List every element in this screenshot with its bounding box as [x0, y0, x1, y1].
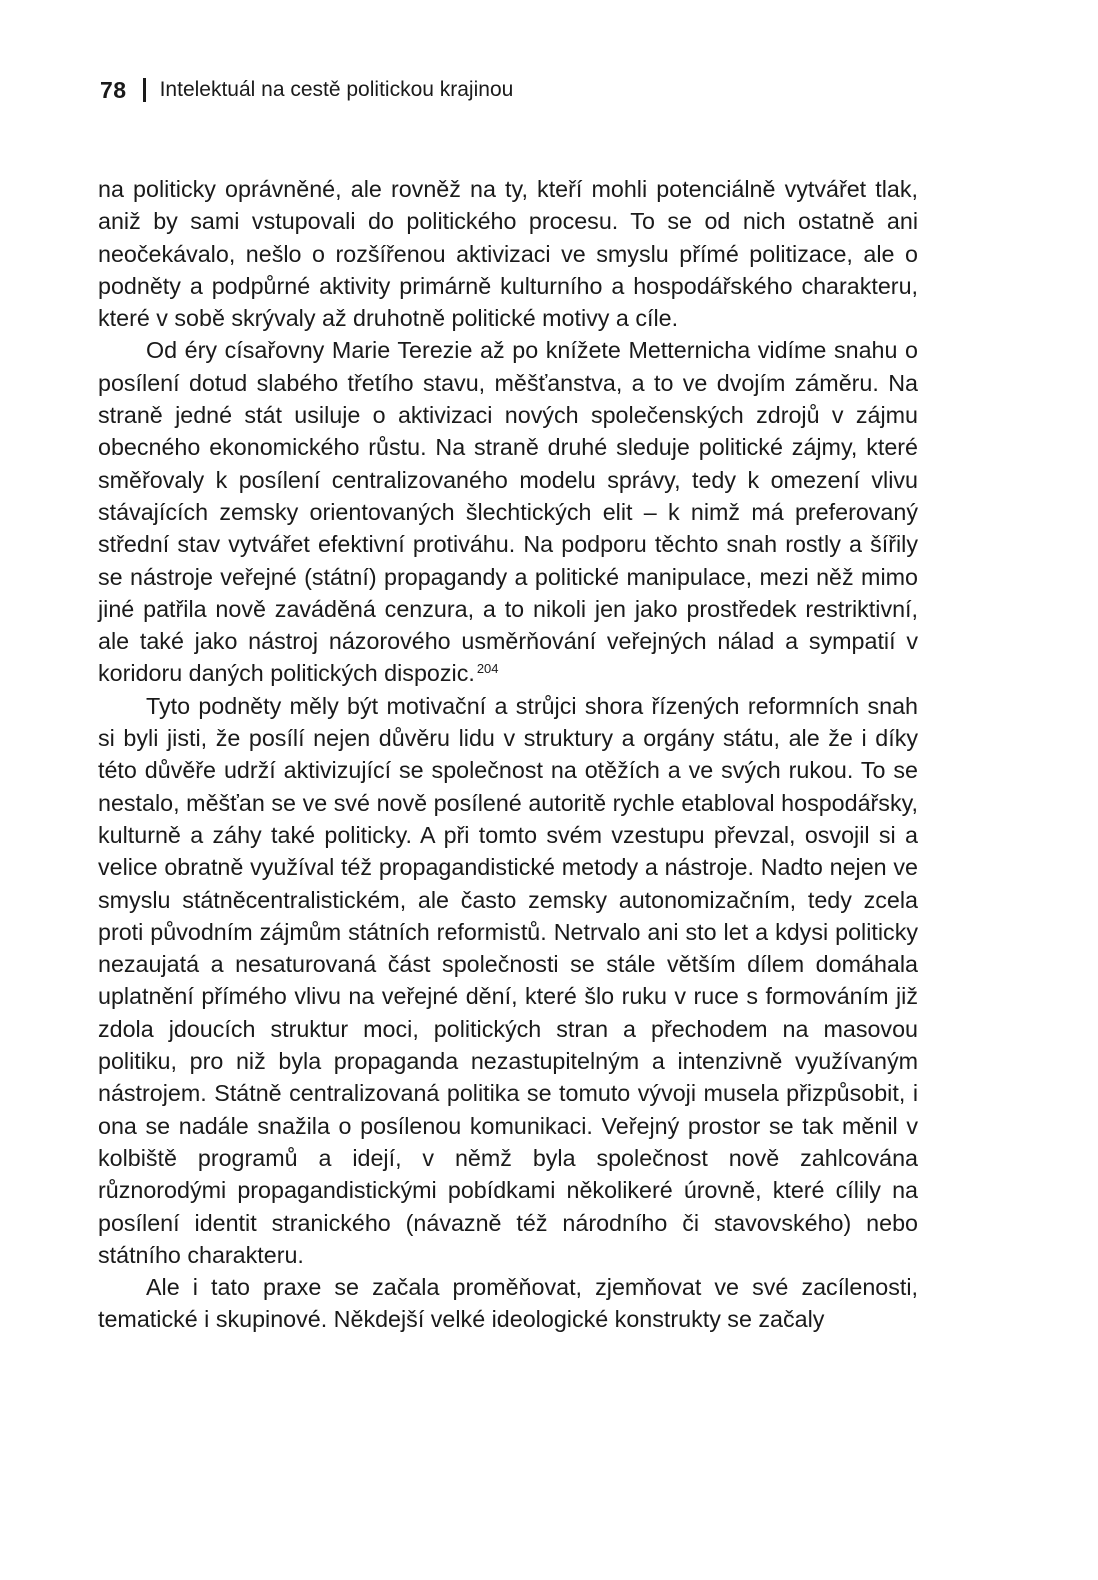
paragraph-text: Tyto podněty měly být motivační a strůjci shora řízených reformních snah si byli jisti, že posílí nejen důvěru lidu v struktury a orgány státu, ale že i díky této důvěře udrží aktivizující se společnost na otěžích a ve svých rukou. To se nestalo, měšťan se ve své nově posílené autoritě rychle etabloval hospodářsky, kulturně a záhy také politicky. A při tomto svém vzestupu převzal, osvojil si a velice obratně využíval též propagandistické metody a nástroje. Nadto nejen ve smyslu státněcentralistickém, ale často zemsky autonomizačním, tedy zcela proti původním zájmům státních reformistů. Netrvalo ani sto let a kdysi politicky nezaujatá a nesaturovaná část společnosti se stále větším dílem domáhala uplatnění přímého vlivu na veřejné dění, které šlo ruku v ruce s formováním již zdola jdoucích struktur moci, politických stran a přechodem na masovou politiku, pro niž byla propaganda nezastupitelným a intenzivně využívaným nástrojem. Státně centralizovaná politika se tomuto vývoji musela přizpůsobit, i ona se nadále snažila o posílenou komunikaci. Veřejný prostor se tak měnil v kolbiště programů a idejí, v němž byla společnost nově zahlcována různorodými propagandistickými pobídkami několikeré úrovně, které cílily na posílení identit stranického (návazně též národního či stavovského) nebo státního charakteru.: [98, 692, 918, 1268]
running-head: [100, 75, 513, 105]
paragraph-text: na politicky oprávněné, ale rovněž na ty, kteří mohli potenciálně vytvářet tlak, aniž by sami vstupovali do politického procesu. To se od nich ostatně ani neočekávalo, nešlo o rozšířenou aktivizaci ve smyslu přímé politizace, ale o podněty a podpůrné aktivity primárně kulturního a hospodářského charakteru, které v sobě skrývaly až druhotně politické motivy a cíle.: [98, 176, 918, 332]
book-title: Intelektuál na cestě politickou krajinou: [159, 78, 514, 101]
footnote-reference[interactable]: 204: [476, 660, 499, 676]
paragraph-text: Ale i tato praxe se začala proměňovat, zjemňovat ve své zacílenosti, tematické i skupinové. Někdejší velké ideologické konstrukty se začaly: [98, 1274, 918, 1333]
text-body: [98, 173, 918, 1336]
header-separator: [143, 78, 146, 102]
paragraph: [98, 334, 918, 689]
paragraph: [98, 690, 918, 1271]
paragraph-text: Od éry císařovny Marie Terezie až po knížete Metternicha vidíme snahu o posílení dotud slabého třetího stavu, měšťanstva, a to ve dvojím záměru. Na straně jedné stát usiluje o aktivizaci nových společenských zdrojů v zájmu obecného ekonomického růstu. Na straně druhé sleduje politické zájmy, které směřovaly k posílení centralizovaného modelu správy, tedy k omezení vlivu stávajících zemsky orientovaných šlechtických elit – k nimž má preferovaný střední stav vytvářet efektivní protiváhu. Na podporu těchto snah rostly a šířily se nástroje veřejné (státní) propagandy a politické manipulace, mezi něž mimo jiné patřila nově zaváděná cenzura, a to nikoli jen jako prostředek restriktivní, ale také jako nástroj názorového usměrňování veřejných nálad a sympatií v koridoru daných politických dispozic.: [98, 337, 918, 687]
paragraph: [98, 1271, 918, 1336]
page-number: 78: [100, 77, 127, 103]
paragraph: [98, 173, 918, 334]
